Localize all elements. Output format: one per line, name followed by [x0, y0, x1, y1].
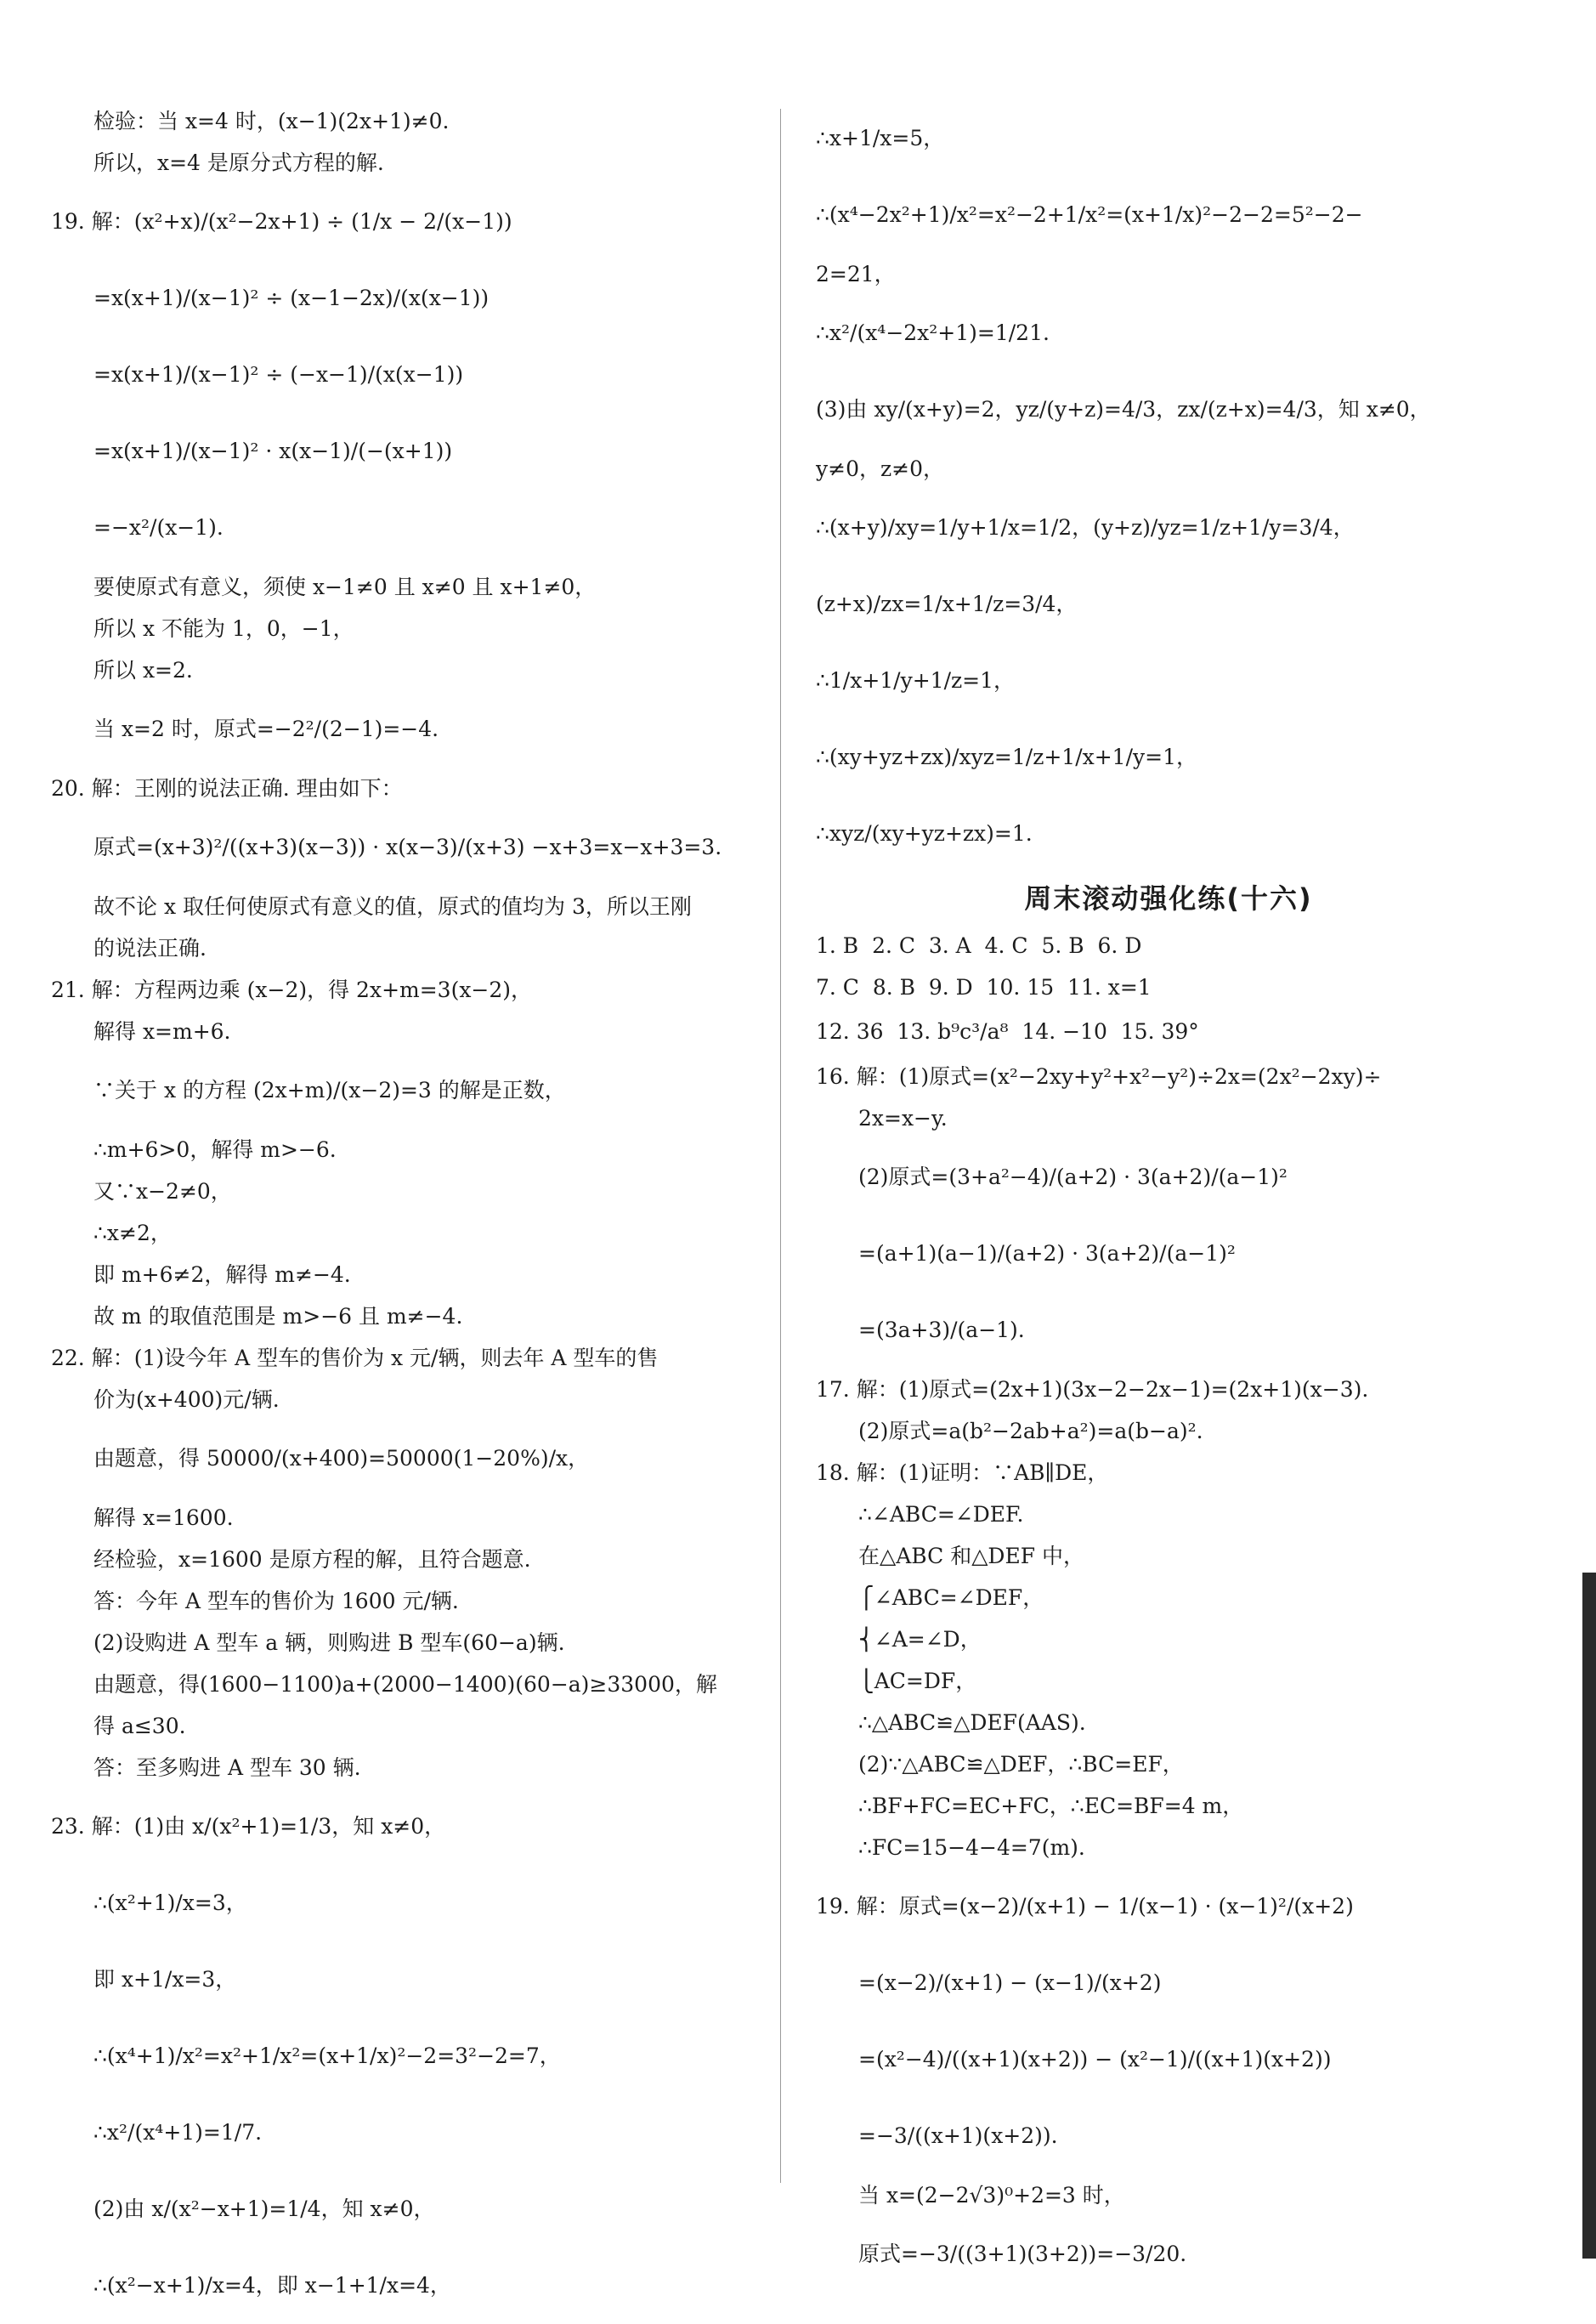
text-line: =−3/((x+1)(x+2)). — [858, 2123, 1058, 2148]
text-line: 价为(x+400)元/辆. — [93, 1387, 280, 1412]
text-line: 16. 解：(1)原式=(x²−2xy+y²+x²−y²)÷2x=(2x²−2xy)÷ — [816, 1064, 1382, 1089]
text-line: ∴(x²−x+1)/x=4，即 x−1+1/x=4， — [93, 2273, 451, 2298]
text-line: ⎧∠ABC=∠DEF， — [858, 1585, 1044, 1610]
text-line: =x(x+1)/(x−1)² ÷ (−x−1)/(x(x−1)) — [93, 362, 464, 387]
text-line: 解得 x=m+6. — [93, 1019, 231, 1044]
text-line: 故 m 的取值范围是 m>−6 且 m≠−4. — [93, 1304, 463, 1329]
text-line: 原式=−3/((3+1)(3+2))=−3/20. — [858, 2242, 1187, 2266]
text-line: 检验：当 x=4 时，(x−1)(2x+1)≠0. — [93, 109, 450, 133]
text-line: 答：今年 A 型车的售价为 1600 元/辆. — [93, 1589, 459, 1613]
text-line: 当 x=2 时，原式=−2²/(2−1)=−4. — [93, 717, 439, 741]
left-column — [51, 100, 765, 2324]
text-line: 即 m+6≠2，解得 m≠−4. — [93, 1262, 351, 1287]
text-line: 19. 解：原式=(x−2)/(x+1) − 1/(x−1) · (x−1)²/(x+2) — [816, 1894, 1354, 1919]
text-line: 18. 解：(1)证明：∵AB∥DE， — [816, 1460, 1109, 1485]
text-line: ∴1/x+1/y+1/z=1， — [816, 668, 1016, 693]
text-line: ∴(x+y)/xy=1/y+1/x=1/2，(y+z)/yz=1/z+1/y=3/4， — [816, 515, 1355, 540]
text-line: 20. 解：王刚的说法正确. 理由如下： — [51, 776, 403, 801]
text-line: =(x−2)/(x+1) − (x−1)/(x+2) — [858, 1970, 1162, 1995]
text-line: ∴x≠2， — [93, 1221, 172, 1245]
right-column — [816, 100, 1521, 2293]
text-line: ⎨∠A=∠D， — [858, 1627, 982, 1652]
text-line: =(x²−4)/((x+1)(x+2)) − (x²−1)/((x+1)(x+2)) — [858, 2047, 1332, 2072]
text-line: y≠0，z≠0， — [816, 456, 945, 481]
text-line: (2)由 x/(x²−x+1)=1/4，知 x≠0， — [93, 2196, 435, 2221]
text-line: 1. B 2. C 3. A 4. C 5. B 6. D — [816, 933, 1142, 958]
column-divider — [780, 109, 781, 2183]
text-line: ∴FC=15−4−4=7(m). — [858, 1835, 1085, 1860]
text-line: 由题意，得 50000/(x+400)=50000(1−20%)/x， — [93, 1446, 590, 1471]
text-line: 所以 x=2. — [93, 658, 193, 683]
text-line: 2=21， — [816, 262, 896, 286]
text-line: =(3a+3)/(a−1). — [858, 1318, 1025, 1342]
text-line: 经检验，x=1600 是原方程的解，且符合题意. — [93, 1547, 531, 1572]
text-line: 要使原式有意义，须使 x−1≠0 且 x≠0 且 x+1≠0， — [93, 575, 597, 599]
text-line: 答：至多购进 A 型车 30 辆. — [93, 1755, 361, 1780]
text-line: ∴(x⁴−2x²+1)/x²=x²−2+1/x²=(x+1/x)²−2−2=5²−2− — [816, 202, 1363, 227]
text-line: ∴(xy+yz+zx)/xyz=1/z+1/x+1/y=1， — [816, 745, 1197, 769]
section-title: 周末滚动强化练(十六) — [1024, 882, 1313, 915]
text-line: 又∵x−2≠0， — [93, 1179, 232, 1204]
text-line: ∴∠ABC=∠DEF. — [858, 1502, 1024, 1527]
text-line: 当 x=(2−2√3)⁰+2=3 时， — [858, 2183, 1125, 2208]
text-line: 即 x+1/x=3， — [93, 1967, 237, 1992]
text-line: (3)由 xy/(x+y)=2，yz/(y+z)=4/3，zx/(z+x)=4/3，知 x≠0， — [816, 397, 1431, 422]
text-line: =−x²/(x−1). — [93, 515, 224, 540]
text-line: =x(x+1)/(x−1)² · x(x−1)/(−(x+1)) — [93, 439, 453, 463]
text-line: ∴m+6>0，解得 m>−6. — [93, 1137, 337, 1162]
text-line: ∴x²/(x⁴−2x²+1)=1/21. — [816, 320, 1050, 345]
text-line: 故不论 x 取任何使原式有意义的值，原式的值均为 3，所以王刚 — [93, 894, 692, 919]
text-line: 由题意，得(1600−1100)a+(2000−1400)(60−a)≥33000，解 — [93, 1672, 717, 1697]
text-line: =(a+1)(a−1)/(a+2) · 3(a+2)/(a−1)² — [858, 1241, 1236, 1266]
text-line: (2)原式=a(b²−2ab+a²)=a(b−a)². — [858, 1419, 1203, 1443]
text-line: (z+x)/zx=1/x+1/z=3/4， — [816, 592, 1078, 616]
text-line: 22. 解：(1)设今年 A 型车的售价为 x 元/辆，则去年 A 型车的售 — [51, 1346, 659, 1370]
text-line: 在△ABC 和△DEF 中， — [858, 1544, 1085, 1568]
text-line: (2)原式=(3+a²−4)/(a+2) · 3(a+2)/(a−1)² — [858, 1165, 1288, 1189]
text-line: ∴(x⁴+1)/x²=x²+1/x²=(x+1/x)²−2=3²−2=7， — [93, 2043, 561, 2068]
text-line: 的说法正确. — [93, 936, 207, 961]
text-line: 7. C 8. B 9. D 10. 15 11. x=1 — [816, 975, 1152, 1000]
text-line: 17. 解：(1)原式=(2x+1)(3x−2−2x−1)=(2x+1)(x−3). — [816, 1377, 1369, 1402]
text-line: (2)∵△ABC≌△DEF，∴BC=EF， — [858, 1752, 1184, 1777]
text-line: ∴x²/(x⁴+1)=1/7. — [93, 2120, 263, 2145]
page-edge-shadow — [1582, 1573, 1596, 2259]
text-line: 21. 解：方程两边乘 (x−2)，得 2x+m=3(x−2)， — [51, 978, 533, 1002]
text-line: =x(x+1)/(x−1)² ÷ (x−1−2x)/(x(x−1)) — [93, 286, 490, 310]
text-line: ∴xyz/(xy+yz+zx)=1. — [816, 821, 1033, 846]
text-line: 19. 解：(x²+x)/(x²−2x+1) ÷ (1/x − 2/(x−1)) — [51, 209, 512, 234]
text-line: 23. 解：(1)由 x/(x²+1)=1/3，知 x≠0， — [51, 1814, 446, 1839]
text-line: 所以 x 不能为 1，0，−1， — [93, 616, 354, 641]
text-line: 12. 36 13. b⁹c³/a⁸ 14. −10 15. 39° — [816, 1019, 1199, 1044]
text-line: ∴BF+FC=EC+FC，∴EC=BF=4 m， — [858, 1794, 1244, 1818]
text-line: 原式=(x+3)²/((x+3)(x−3)) · x(x−3)/(x+3) −x+3=x−x+3=3. — [93, 835, 722, 859]
text-line: 2x=x−y. — [858, 1106, 948, 1131]
text-line: ⎩AC=DF， — [858, 1669, 977, 1693]
text-line: ∴△ABC≌△DEF(AAS). — [858, 1710, 1086, 1735]
text-line: 解得 x=1600. — [93, 1505, 234, 1530]
text-line: 得 a≤30. — [93, 1714, 186, 1738]
text-line: ∴(x²+1)/x=3， — [93, 1890, 247, 1915]
text-line: (2)设购进 A 型车 a 辆，则购进 B 型车(60−a)辆. — [93, 1630, 565, 1655]
text-line: 所以，x=4 是原分式方程的解. — [93, 150, 384, 175]
text-line: ∴x+1/x=5， — [816, 126, 945, 150]
text-line: ∵关于 x 的方程 (2x+m)/(x−2)=3 的解是正数， — [93, 1078, 566, 1102]
